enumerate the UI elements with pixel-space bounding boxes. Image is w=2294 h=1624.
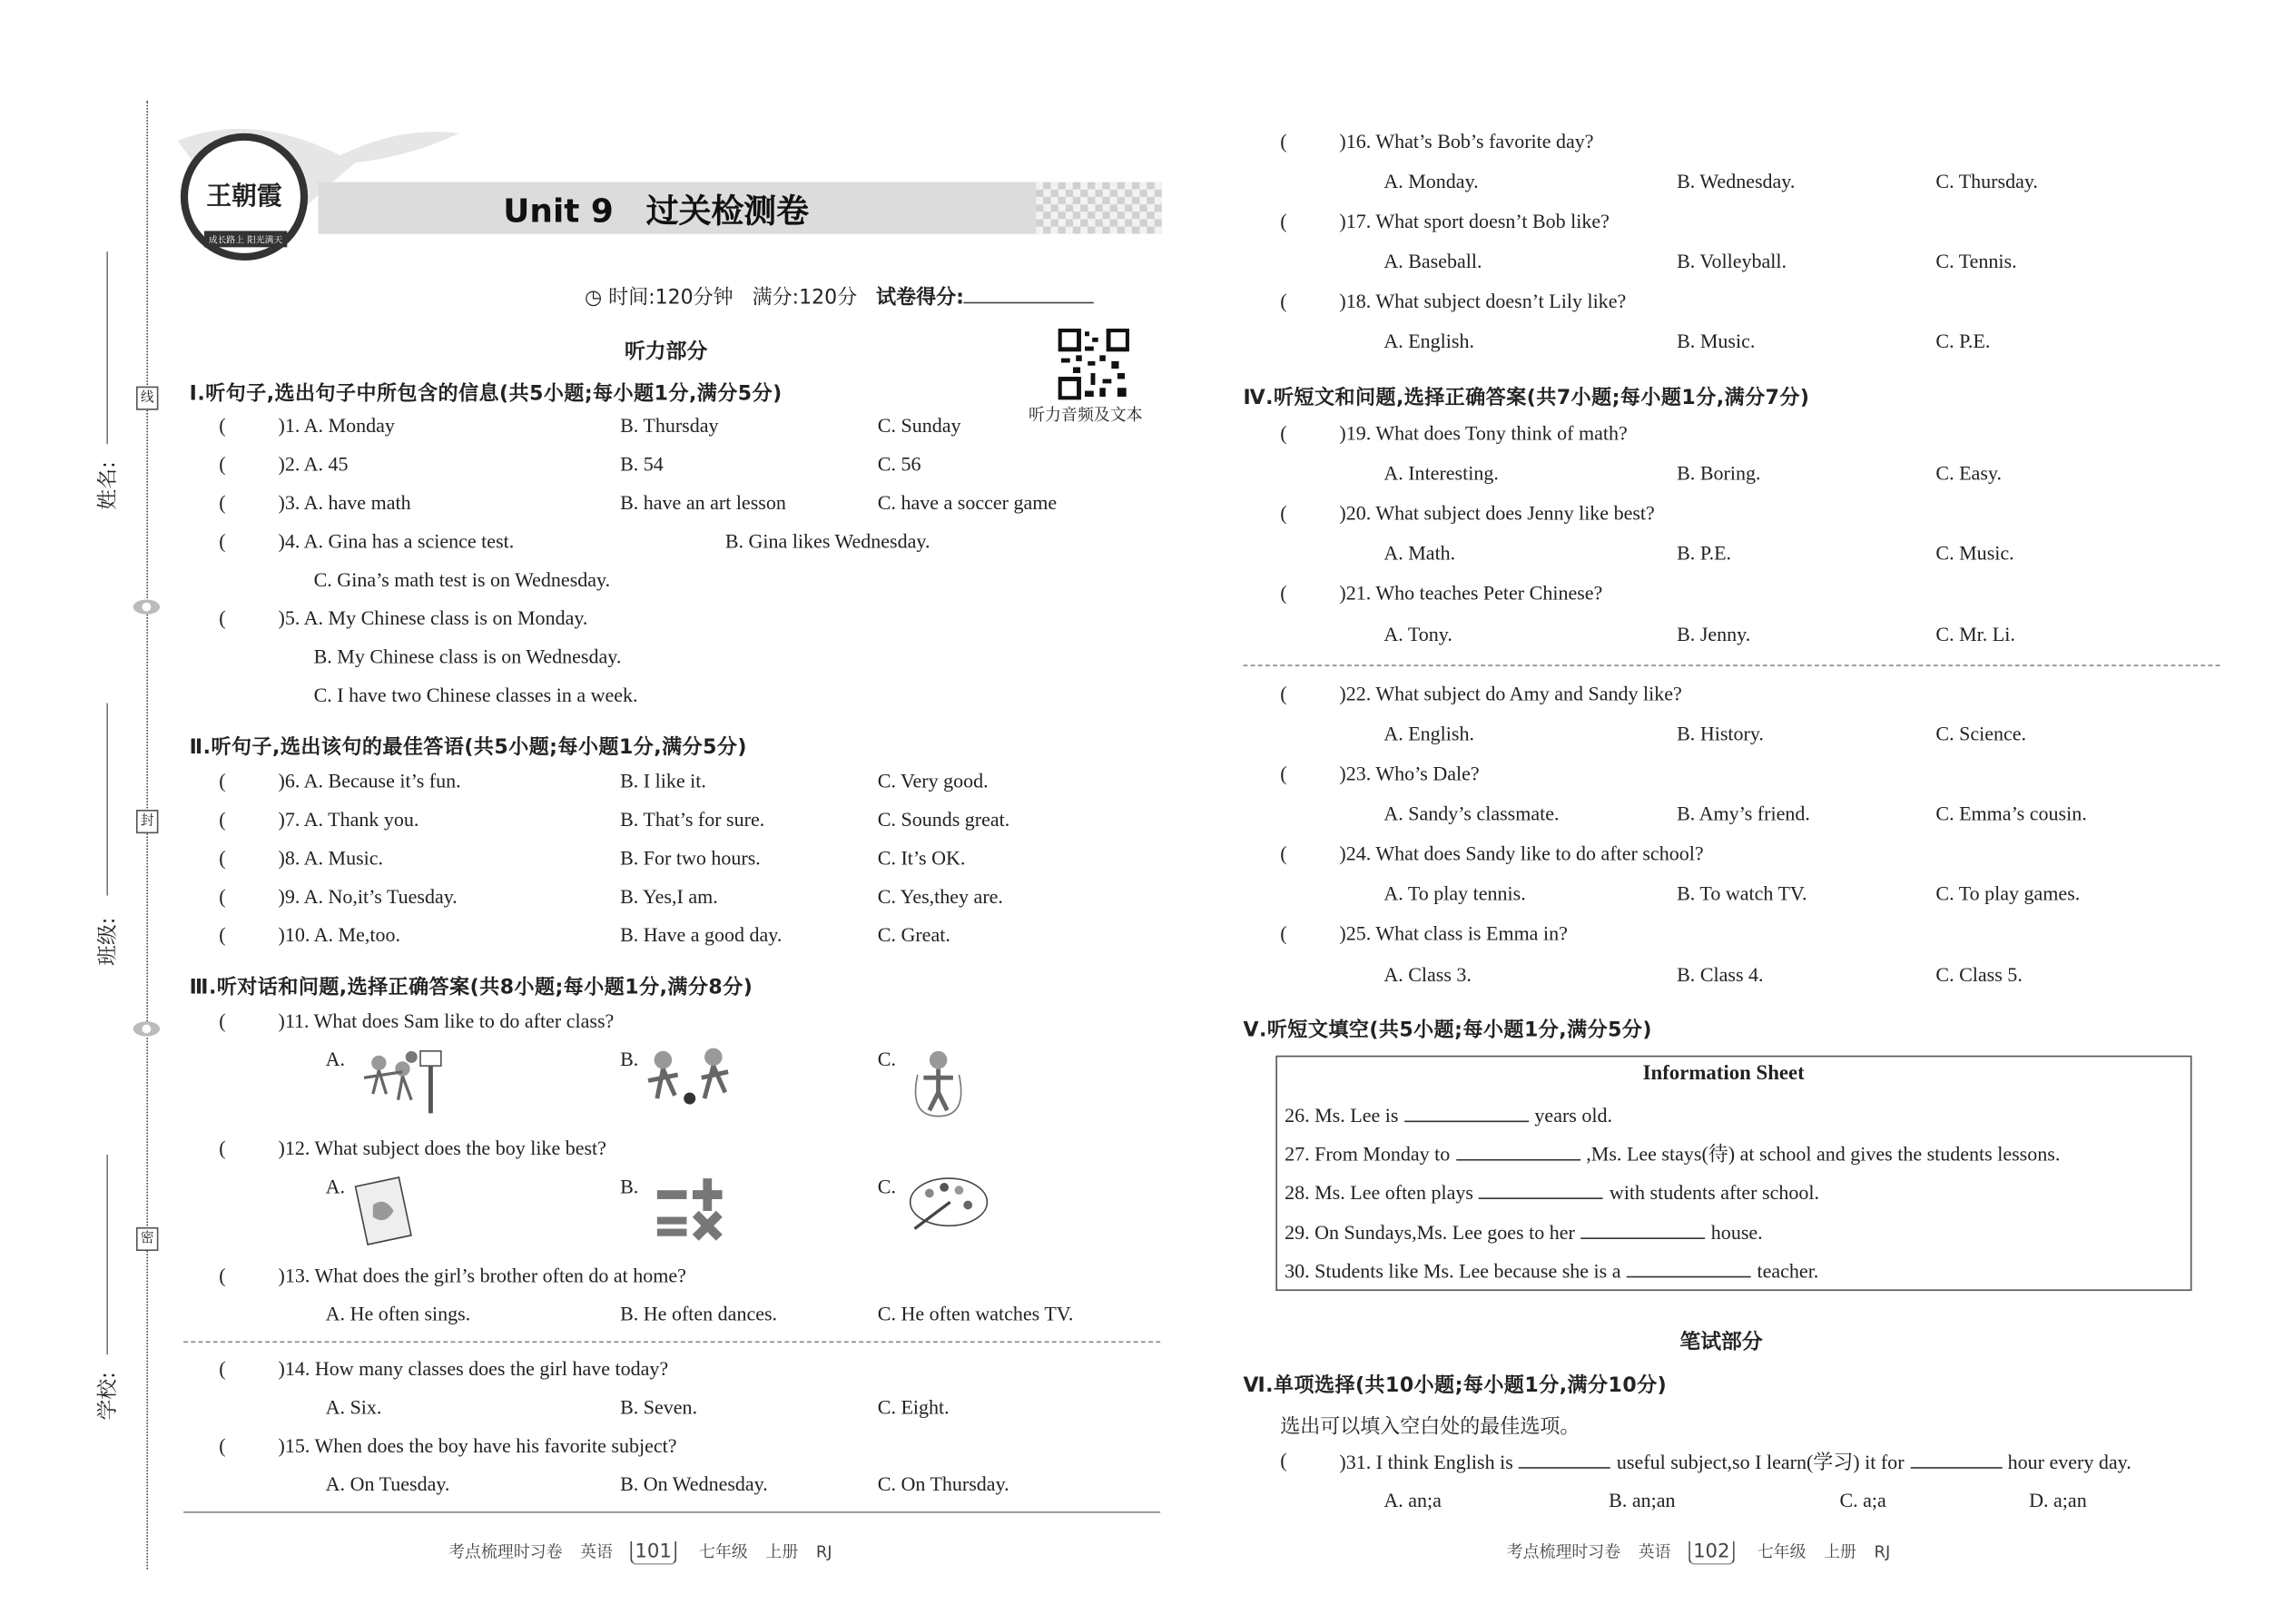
item-text: 26. Ms. Lee is — [1285, 1104, 1399, 1127]
option-b: B. Music. — [1677, 330, 1756, 353]
option-a: A. On Tuesday. — [325, 1472, 450, 1496]
option-a: A. Monday. — [1383, 170, 1479, 193]
name-label: 姓名: — [96, 461, 121, 510]
information-sheet — [1275, 1056, 2191, 1291]
answer-blank[interactable] — [1280, 842, 1286, 866]
item-text: house. — [1710, 1221, 1763, 1244]
option-a: A. Class 3. — [1383, 963, 1472, 987]
question-text: ) 16. What’s Bob’s favorite day? — [1339, 131, 1593, 154]
answer-blank[interactable] — [219, 530, 225, 554]
answer-blank[interactable] — [219, 1137, 225, 1160]
section-5-heading: Ⅴ.听短文填空(共5小题;每小题1分,满分5分) — [1243, 1018, 1652, 1043]
footer-subject: 英语 — [580, 1542, 613, 1562]
footer-term: 上册 — [765, 1542, 799, 1562]
item-text: years old. — [1534, 1104, 1612, 1127]
option-c: C. Gina’s math test is on Wednesday. — [313, 568, 611, 591]
footer-grade: 七年级 — [1757, 1542, 1807, 1562]
answer-blank[interactable] — [1280, 582, 1286, 605]
option-b: B. Boring. — [1677, 461, 1761, 485]
option-c: C. Very good. — [877, 770, 989, 792]
option-a: A. Interesting. — [1383, 461, 1499, 485]
full-score: 满分:120分 — [752, 285, 858, 310]
section-2-heading: Ⅱ.听句子,选出该句的最佳答语(共5小题;每小题1分,满分5分) — [189, 735, 747, 760]
answer-blank[interactable] — [1280, 131, 1286, 154]
item-text: ,Ms. Lee stays(待) at school and gives the students lessons. — [1586, 1142, 2061, 1166]
school-label: 学校: — [96, 1372, 121, 1421]
option-b: B. — [620, 1175, 639, 1198]
footer-right — [1507, 1540, 1908, 1565]
option-c: C. — [877, 1048, 896, 1071]
option-b: B. Wednesday. — [1677, 170, 1796, 193]
answer-blank[interactable] — [1280, 922, 1286, 946]
score-field[interactable] — [964, 284, 1094, 303]
fill-blank-item — [1285, 1103, 1612, 1127]
answer-blank[interactable] — [219, 453, 225, 477]
option-b: B. Jenny. — [1677, 623, 1751, 646]
school-field-line[interactable] — [106, 1155, 108, 1354]
answer-blank[interactable] — [1456, 1141, 1580, 1160]
question-text: ) 12. What subject does the boy like best? — [278, 1137, 605, 1160]
section-6-instruction: 选出可以填入空白处的最佳选项。 — [1280, 1415, 1580, 1440]
question-text: ) 4. A. Gina has a science test. — [278, 530, 514, 554]
question-text: ) 24. What does Sandy like to do after school? — [1339, 842, 1703, 866]
question-text: ) 23. Who’s Dale? — [1339, 763, 1479, 786]
answer-blank[interactable] — [1280, 763, 1286, 786]
swirl-icon — [132, 596, 162, 617]
option-c: C. Sunday — [877, 414, 961, 438]
option-c: C. have a soccer game — [877, 491, 1058, 514]
listening-section-title: 听力部分 — [624, 340, 708, 365]
question-text: ) 20. What subject does Jenny like best? — [1339, 502, 1654, 526]
question-text: ) 7. A. Thank you. — [278, 808, 418, 832]
option-c: C. Yes,they are. — [877, 885, 1003, 908]
footer-edition: RJ — [1874, 1542, 1891, 1562]
question-text: ) 25. What class is Emma in? — [1339, 922, 1567, 946]
answer-blank[interactable] — [219, 847, 225, 871]
fill-blank-item — [1285, 1141, 2060, 1165]
swirl-icon — [132, 1019, 162, 1039]
option-c: C. It’s OK. — [877, 846, 966, 870]
question-text: ) 9. A. No,it’s Tuesday. — [278, 885, 457, 909]
fill-blank-item — [1285, 1220, 1763, 1244]
exam-info — [585, 280, 1094, 310]
answer-blank[interactable] — [1280, 290, 1286, 314]
page-number: 101 — [631, 1541, 676, 1565]
answer-blank[interactable] — [1580, 1220, 1705, 1239]
book-picture — [350, 1176, 420, 1250]
clock-icon: ◷ — [584, 285, 609, 310]
question-text: ) 2. A. 45 — [278, 453, 348, 477]
question-text: ) 22. What subject do Amy and Sandy like? — [1339, 683, 1681, 706]
option-b: B. an;an — [1609, 1489, 1676, 1512]
question-text: ) 1. A. Monday — [278, 415, 394, 438]
option-b: B. Thursday — [620, 414, 719, 438]
option-c: C. Class 5. — [1935, 963, 2023, 987]
writing-section-title: 笔试部分 — [1679, 1331, 1763, 1355]
item-text: with students after school. — [1609, 1181, 1819, 1204]
answer-blank[interactable] — [219, 808, 225, 832]
question-text: ) 10. A. Me,too. — [278, 924, 400, 948]
option-c: C. Easy. — [1935, 461, 2002, 485]
footer-edition: RJ — [815, 1542, 832, 1562]
item-text: 28. Ms. Lee often plays — [1285, 1181, 1473, 1204]
answer-blank[interactable] — [1280, 1450, 1286, 1473]
option-b: B. Have a good day. — [620, 923, 783, 947]
option-c: C. Mr. Li. — [1935, 623, 2015, 646]
name-field-line[interactable] — [106, 251, 108, 444]
exam-time: 时间:120分钟 — [608, 285, 733, 310]
option-c: C. Tennis. — [1935, 250, 2017, 273]
footer-left — [448, 1540, 850, 1565]
score-label: 试卷得分: — [876, 285, 964, 310]
option-a: A. — [325, 1048, 346, 1071]
option-a: A. Baseball. — [1383, 250, 1482, 273]
footer-subject: 英语 — [1638, 1542, 1671, 1562]
option-a: A. Six. — [325, 1395, 382, 1419]
question-text: ) 15. When does the boy have his favorite subject? — [278, 1434, 676, 1458]
option-b: B. On Wednesday. — [620, 1472, 768, 1496]
option-b: B. have an art lesson — [620, 491, 786, 514]
soccer-picture — [643, 1045, 743, 1107]
page-title: Unit 9 过关检测卷 — [503, 193, 810, 231]
question-text — [1339, 1450, 2131, 1475]
option-b: B. Gina likes Wednesday. — [724, 529, 930, 553]
answer-blank[interactable] — [219, 924, 225, 948]
option-c: C. Emma’s cousin. — [1935, 802, 2087, 825]
question-text: ) 6. A. Because it’s fun. — [278, 770, 460, 793]
answer-blank[interactable] — [1280, 422, 1286, 446]
question-text: ) 8. A. Music. — [278, 847, 383, 871]
option-c: C. He often watches TV. — [877, 1303, 1074, 1325]
seal-mark-line: 线 — [136, 387, 158, 410]
question-text: ) 17. What sport doesn’t Bob like? — [1339, 211, 1610, 234]
answer-blank[interactable] — [219, 415, 225, 438]
option-b: B. I like it. — [620, 770, 706, 792]
basketball-picture — [350, 1048, 456, 1117]
math-symbols-picture — [651, 1176, 731, 1244]
fill-blank-item — [1285, 1258, 1818, 1282]
question-text: ) 11. What does Sam like to do after class? — [278, 1009, 614, 1033]
page-number: 102 — [1689, 1541, 1734, 1565]
section-1-heading: Ⅰ.听句子,选出句子中所包含的信息(共5小题;每小题1分,满分5分) — [189, 381, 783, 406]
option-c: C. I have two Chinese classes in a week. — [313, 684, 638, 706]
answer-blank[interactable] — [219, 885, 225, 909]
option-b: B. History. — [1677, 722, 1764, 745]
divider — [1243, 664, 2220, 666]
question-text-part: hour every day. — [2007, 1451, 2132, 1473]
logo-text: 王朝霞 — [206, 182, 282, 212]
answer-blank[interactable] — [1479, 1180, 1603, 1199]
option-c: C. Great. — [877, 923, 950, 947]
jump-rope-picture — [902, 1045, 977, 1119]
footer-book: 考点梳理时习卷 — [448, 1542, 563, 1562]
answer-blank[interactable] — [1627, 1258, 1751, 1277]
question-text-part: 31. I think English is — [1345, 1451, 1513, 1473]
option-c: C. a;a — [1839, 1489, 1886, 1512]
question-text: ) 5. A. My Chinese class is on Monday. — [278, 607, 587, 631]
question-text-part: useful subject,so I learn(学习) it for — [1616, 1451, 1905, 1473]
option-a: A. — [325, 1175, 346, 1198]
answer-blank[interactable] — [219, 607, 225, 631]
binding-dotted-line — [146, 101, 148, 1570]
answer-blank[interactable] — [1280, 683, 1286, 706]
class-label: 班级: — [96, 917, 121, 966]
option-c: C. Music. — [1935, 541, 2014, 565]
divider — [183, 1511, 1160, 1513]
option-c: C. — [877, 1175, 896, 1198]
logo-slogan-ribbon: 成长路上 阳光满天 — [204, 231, 287, 247]
option-c: C. To play games. — [1935, 881, 2081, 905]
option-b: B. Seven. — [620, 1395, 698, 1419]
seal-mark-seal: 封 — [136, 810, 158, 833]
option-a: A. English. — [1383, 330, 1475, 353]
option-c: C. Science. — [1935, 722, 2027, 745]
option-a: A. To play tennis. — [1383, 881, 1526, 905]
option-b: B. For two hours. — [620, 846, 761, 870]
divider — [183, 1342, 1160, 1343]
footer-grade: 七年级 — [699, 1542, 748, 1562]
checker-decoration — [1036, 182, 1162, 234]
seal-mark-secret: 密 — [136, 1227, 158, 1251]
option-a: A. an;a — [1383, 1489, 1442, 1512]
question-text: ) 3. A. have math — [278, 491, 410, 515]
answer-blank[interactable] — [1280, 502, 1286, 526]
item-text: 29. On Sundays,Ms. Lee goes to her — [1285, 1221, 1575, 1244]
question-text: ) 13. What does the girl’s brother often do at home? — [278, 1265, 685, 1288]
item-text: 30. Students like Ms. Lee because she is a — [1285, 1259, 1621, 1283]
option-b: B. Volleyball. — [1677, 250, 1787, 273]
option-c: C. Thursday. — [1935, 170, 2038, 193]
option-a: A. Sandy’s classmate. — [1383, 802, 1560, 825]
answer-blank[interactable] — [1280, 211, 1286, 234]
option-b: B. To watch TV. — [1677, 881, 1807, 905]
answer-blank[interactable] — [219, 1434, 225, 1458]
option-b: B. That’s for sure. — [620, 808, 765, 831]
option-c: C. P.E. — [1935, 330, 1991, 353]
answer-blank[interactable] — [219, 491, 225, 515]
item-text: 27. From Monday to — [1285, 1142, 1451, 1166]
answer-blank[interactable] — [219, 770, 225, 793]
fill-blank-item — [1285, 1180, 1819, 1204]
option-a: A. Tony. — [1383, 623, 1452, 646]
item-text: teacher. — [1757, 1259, 1819, 1283]
option-b: B. He often dances. — [620, 1303, 778, 1325]
option-c: C. 56 — [877, 453, 921, 476]
option-b: B. P.E. — [1677, 541, 1732, 565]
option-d: D. a;an — [2029, 1489, 2087, 1512]
qr-code[interactable] — [1058, 329, 1129, 399]
option-b: B. 54 — [620, 453, 664, 476]
answer-blank[interactable] — [219, 1009, 225, 1033]
question-text: ) 19. What does Tony think of math? — [1339, 422, 1627, 446]
option-b: B. Class 4. — [1677, 963, 1764, 987]
option-b: B. Amy’s friend. — [1677, 802, 1810, 825]
qr-caption: 听力音频及文本 — [1029, 405, 1143, 426]
fill-blank — [1519, 1450, 1610, 1469]
option-c: C. Eight. — [877, 1395, 950, 1419]
class-field-line[interactable] — [106, 704, 108, 896]
option-b: B. Yes,I am. — [620, 885, 718, 908]
question-text: ) 21. Who teaches Peter Chinese? — [1339, 582, 1602, 605]
footer-book: 考点梳理时习卷 — [1506, 1542, 1621, 1562]
section-6-heading: Ⅵ.单项选择(共10小题;每小题1分,满分10分) — [1243, 1373, 1668, 1398]
paint-palette-picture — [906, 1173, 992, 1235]
section-3-heading: Ⅲ.听对话和问题,选择正确答案(共8小题;每小题1分,满分8分) — [189, 975, 753, 999]
answer-blank[interactable] — [219, 1265, 225, 1288]
section-4-heading: Ⅳ.听短文和问题,选择正确答案(共7小题;每小题1分,满分7分) — [1243, 386, 1810, 410]
option-c: C. On Thursday. — [877, 1472, 1009, 1496]
answer-blank[interactable] — [1404, 1103, 1529, 1122]
footer-term: 上册 — [1824, 1542, 1856, 1562]
option-a: A. English. — [1383, 722, 1475, 745]
question-text: ) 14. How many classes does the girl have today? — [278, 1357, 668, 1381]
question-text: ) 18. What subject doesn’t Lily like? — [1339, 290, 1626, 314]
option-c: C. Sounds great. — [877, 808, 1010, 831]
option-b: B. My Chinese class is on Wednesday. — [313, 645, 622, 668]
option-b: B. — [620, 1048, 639, 1071]
information-sheet-title: Information Sheet — [1642, 1062, 1805, 1086]
option-a: A. He often sings. — [325, 1303, 471, 1325]
option-a: A. Math. — [1383, 541, 1456, 565]
fill-blank — [1910, 1450, 2002, 1469]
answer-blank[interactable] — [219, 1357, 225, 1381]
